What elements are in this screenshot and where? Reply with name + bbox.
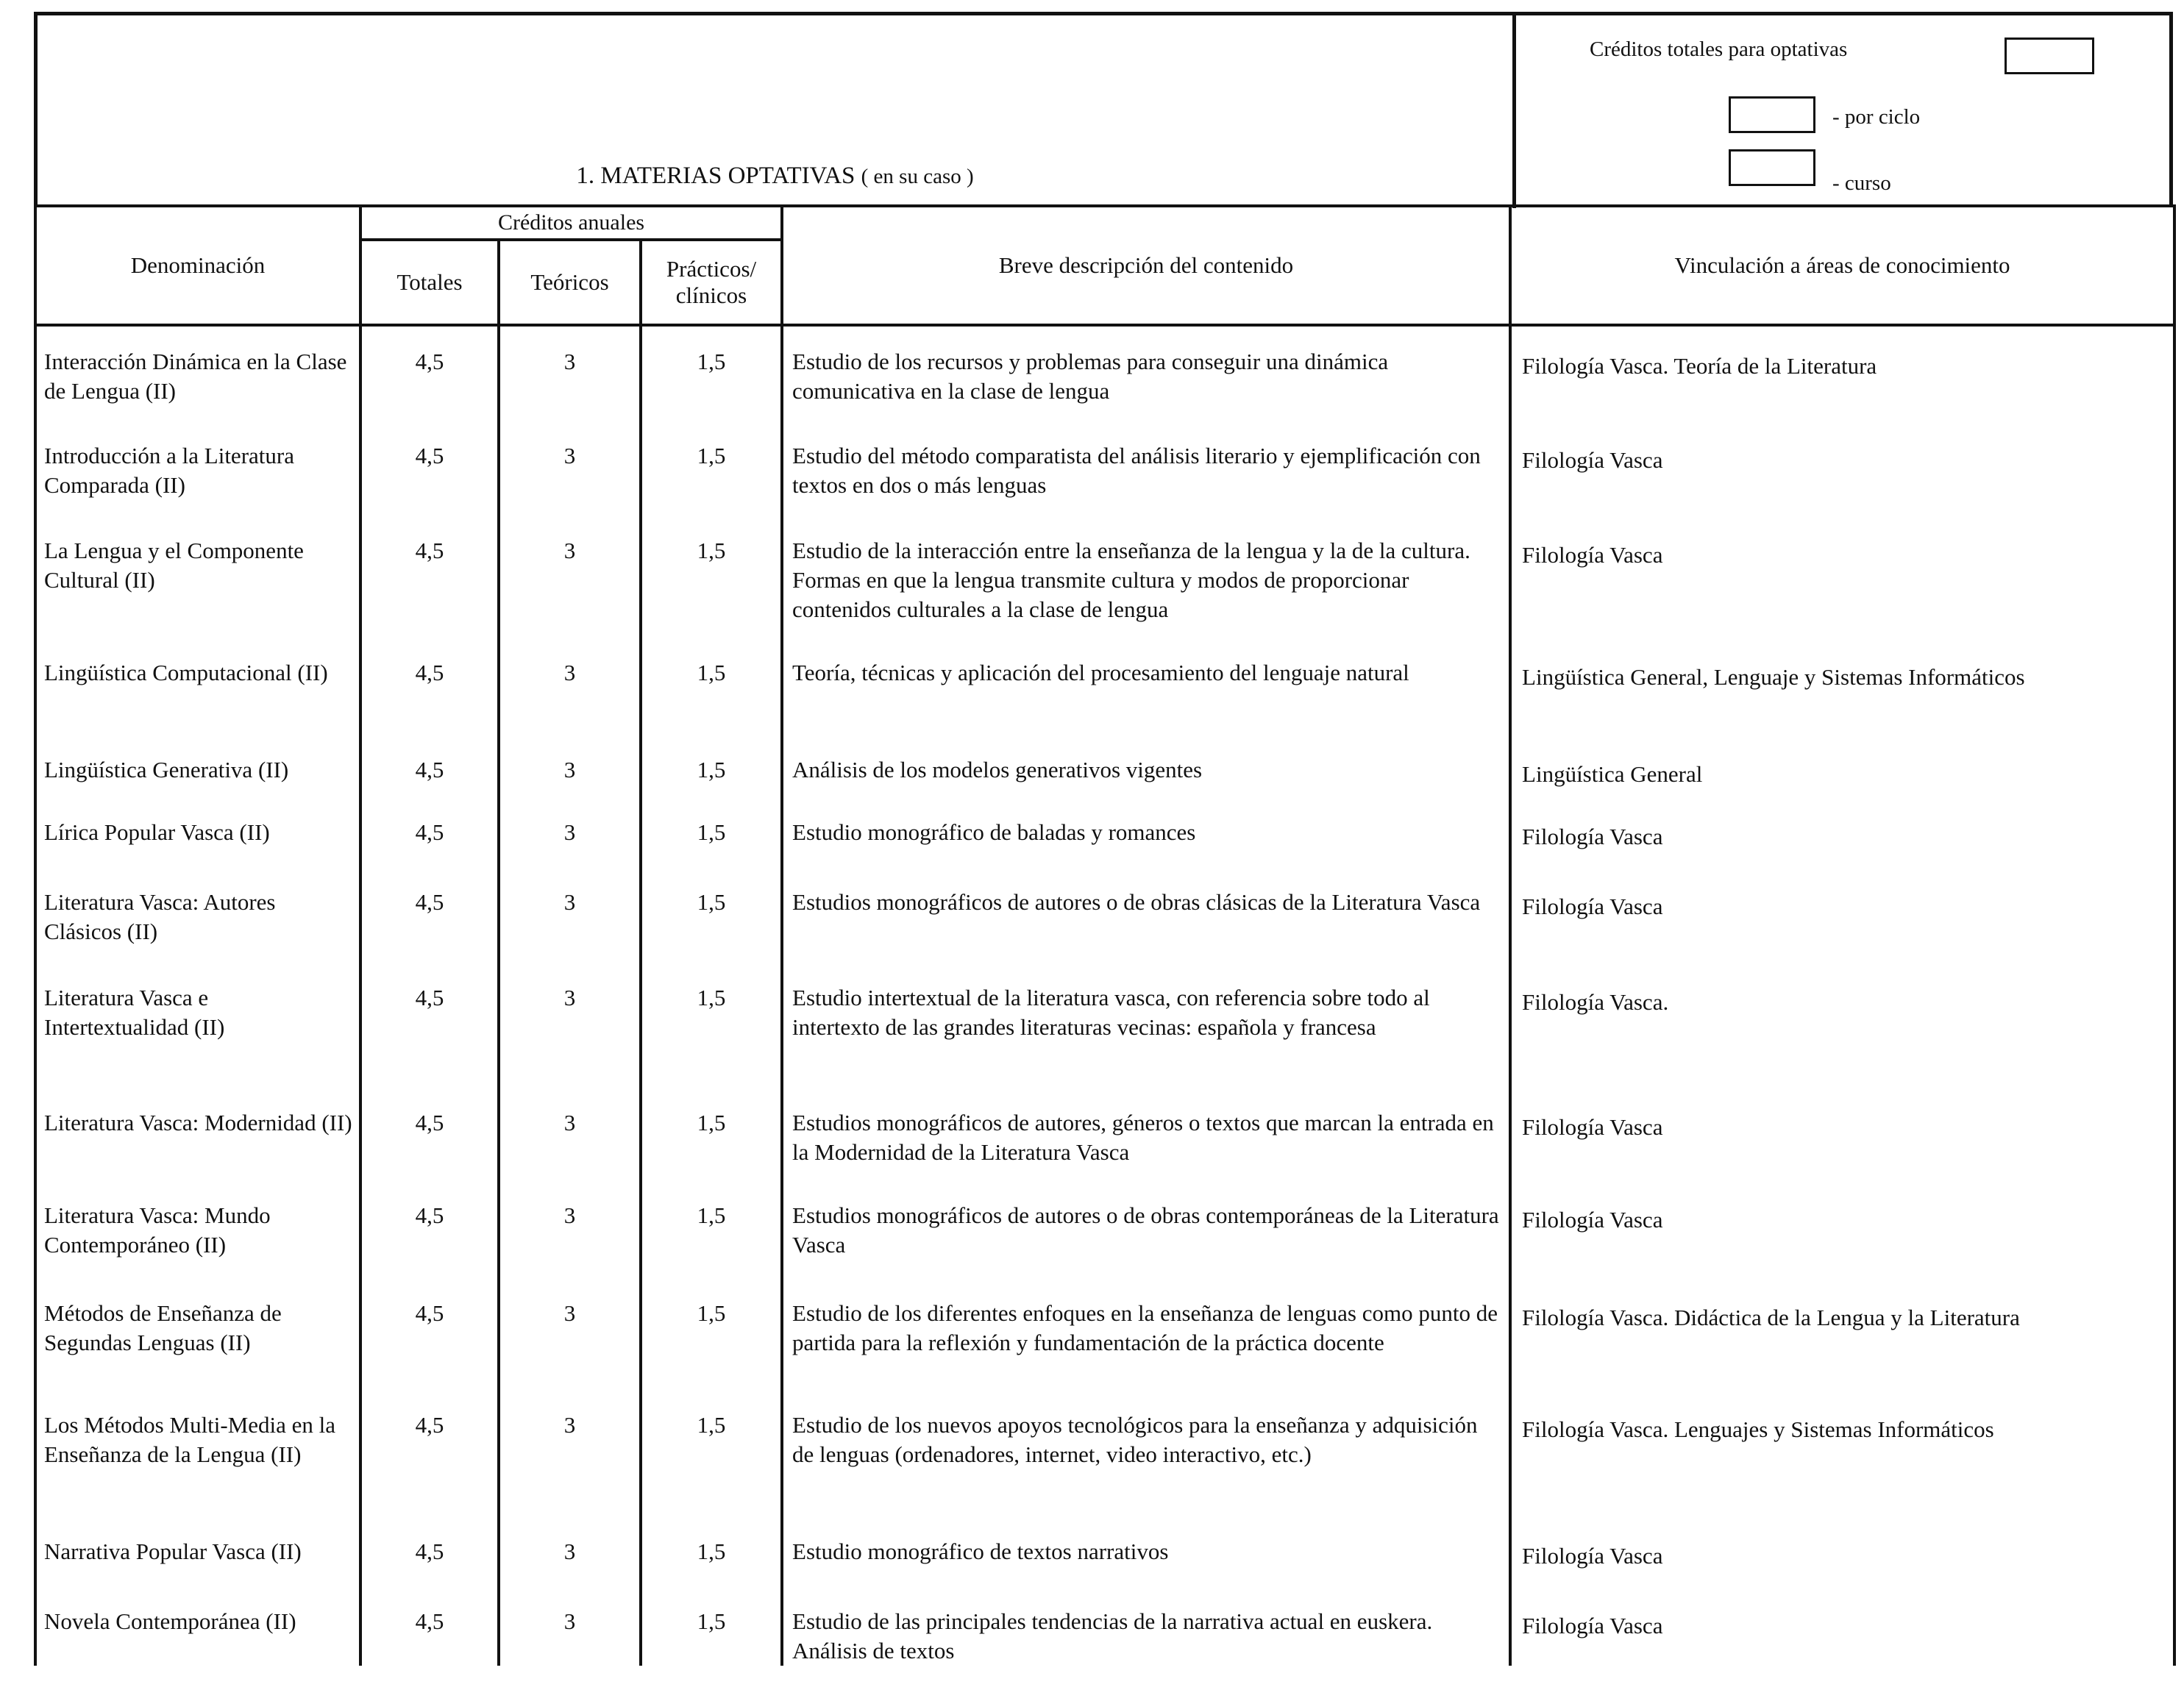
- cell-areas: Filología Vasca: [1510, 516, 2174, 638]
- cell-areas: Filología Vasca.: [1510, 963, 2174, 1088]
- cell-name: Literatura Vasca: Modernidad (II): [35, 1088, 360, 1180]
- cell-name: Lingüística Computacional (II): [35, 638, 360, 735]
- cell-description: Estudio del método comparatista del análisis literario y ejemplificación con textos en dos o más lenguas: [782, 421, 1510, 516]
- cell-theory: 3: [499, 867, 641, 963]
- cell-total: 4,5: [360, 867, 499, 963]
- per-course-label: - curso: [1832, 171, 1891, 195]
- cell-description: Estudio intertextual de la literatura vasca, con referencia sobre todo al intertexto de las grandes literaturas vecinas: española y francesa: [782, 963, 1510, 1088]
- cell-description: Estudio de los nuevos apoyos tecnológicos para la enseñanza y adquisición de lenguas (ordenadores, internet, video interactivo, etc.): [782, 1390, 1510, 1516]
- table-row: [35, 1088, 2174, 1180]
- cell-total: 4,5: [360, 1180, 499, 1278]
- col-header-name: Denominación: [35, 206, 360, 325]
- section-header: [34, 12, 2173, 204]
- credits-per-course-field[interactable]: [1729, 149, 1815, 186]
- cell-practice: 1,5: [641, 797, 782, 867]
- cell-areas: Filología Vasca: [1510, 1516, 2174, 1586]
- cell-description: Estudio monográfico de baladas y romances: [782, 797, 1510, 867]
- cell-practice: 1,5: [641, 867, 782, 963]
- cell-total: 4,5: [360, 1516, 499, 1586]
- cell-practice: 1,5: [641, 1516, 782, 1586]
- table-row: [35, 1516, 2174, 1586]
- cell-total: 4,5: [360, 638, 499, 735]
- table-row: [35, 1180, 2174, 1278]
- cell-name: Métodos de Enseñanza de Segundas Lenguas (II): [35, 1278, 360, 1390]
- table-row: [35, 797, 2174, 867]
- cell-practice: 1,5: [641, 735, 782, 797]
- cell-total: 4,5: [360, 963, 499, 1088]
- section-title: [38, 163, 1512, 190]
- cell-name: Introducción a la Literatura Comparada (II): [35, 421, 360, 516]
- cell-practice: 1,5: [641, 963, 782, 1088]
- cell-name: La Lengua y el Componente Cultural (II): [35, 516, 360, 638]
- document-sheet: [34, 12, 2173, 1701]
- cell-description: Estudios monográficos de autores o de obras clásicas de la Literatura Vasca: [782, 867, 1510, 963]
- cell-total: 4,5: [360, 516, 499, 638]
- cell-name: Interacción Dinámica en la Clase de Lengua (II): [35, 325, 360, 421]
- cell-theory: 3: [499, 797, 641, 867]
- cell-areas: Filología Vasca. Didáctica de la Lengua y la Literatura: [1510, 1278, 2174, 1390]
- credits-summary: [1516, 15, 2173, 208]
- cell-total: 4,5: [360, 1390, 499, 1516]
- col-header-practice: Prácticos/ clínicos: [641, 240, 782, 325]
- cell-areas: Lingüística General, Lenguaje y Sistemas Informáticos: [1510, 638, 2174, 735]
- cell-theory: 3: [499, 1088, 641, 1180]
- cell-areas: Filología Vasca. Teoría de la Literatura: [1510, 325, 2174, 421]
- cell-theory: 3: [499, 1586, 641, 1666]
- cell-description: Estudio de los recursos y problemas para conseguir una dinámica comunicativa en la clase de lengua: [782, 325, 1510, 421]
- col-header-total: Totales: [360, 240, 499, 325]
- cell-theory: 3: [499, 1180, 641, 1278]
- table-row: [35, 638, 2174, 735]
- table-row: [35, 1586, 2174, 1666]
- cell-areas: Filología Vasca: [1510, 1088, 2174, 1180]
- section-title-text: 1. MATERIAS OPTATIVAS: [576, 163, 856, 189]
- cell-description: Estudios monográficos de autores, géneros o textos que marcan la entrada en la Modernidad de la Literatura Vasca: [782, 1088, 1510, 1180]
- cell-name: Literatura Vasca: Autores Clásicos (II): [35, 867, 360, 963]
- cell-name: Los Métodos Multi-Media en la Enseñanza de la Lengua (II): [35, 1390, 360, 1516]
- table-row: [35, 325, 2174, 421]
- cell-total: 4,5: [360, 735, 499, 797]
- table-row: [35, 1278, 2174, 1390]
- table-row: [35, 963, 2174, 1088]
- cell-theory: 3: [499, 516, 641, 638]
- cell-areas: Filología Vasca: [1510, 421, 2174, 516]
- cell-theory: 3: [499, 638, 641, 735]
- cell-areas: Filología Vasca: [1510, 1180, 2174, 1278]
- section-title-note: ( en su caso ): [861, 165, 974, 188]
- cell-theory: 3: [499, 1278, 641, 1390]
- cell-description: Estudio de las principales tendencias de la narrativa actual en euskera. Análisis de textos: [782, 1586, 1510, 1666]
- cell-total: 4,5: [360, 1088, 499, 1180]
- cell-practice: 1,5: [641, 1180, 782, 1278]
- table-row: [35, 516, 2174, 638]
- cell-total: 4,5: [360, 1586, 499, 1666]
- optional-subjects-table: [34, 204, 2176, 1666]
- cell-areas: Filología Vasca. Lenguajes y Sistemas Informáticos: [1510, 1390, 2174, 1516]
- cell-description: Teoría, técnicas y aplicación del procesamiento del lenguaje natural: [782, 638, 1510, 735]
- col-header-description: Breve descripción del contenido: [782, 206, 1510, 325]
- cell-theory: 3: [499, 1516, 641, 1586]
- cell-areas: Filología Vasca: [1510, 1586, 2174, 1666]
- credits-per-cycle-field[interactable]: [1729, 96, 1815, 133]
- credits-total-label: Créditos totales para optativas: [1590, 38, 1848, 61]
- cell-description: Análisis de los modelos generativos vigentes: [782, 735, 1510, 797]
- cell-areas: Lingüística General: [1510, 735, 2174, 797]
- table-row: [35, 1390, 2174, 1516]
- cell-name: Lingüística Generativa (II): [35, 735, 360, 797]
- cell-description: Estudios monográficos de autores o de obras contemporáneas de la Literatura Vasca: [782, 1180, 1510, 1278]
- cell-name: Lírica Popular Vasca (II): [35, 797, 360, 867]
- cell-areas: Filología Vasca: [1510, 797, 2174, 867]
- cell-theory: 3: [499, 421, 641, 516]
- table-row: [35, 421, 2174, 516]
- cell-name: Novela Contemporánea (II): [35, 1586, 360, 1666]
- col-header-annual-credits: Créditos anuales: [360, 206, 782, 240]
- cell-description: Estudio de la interacción entre la enseñanza de la lengua y la de la cultura. Formas en que la lengua transmite cultura y modos de proporcionar contenidos culturales a la clase de lengua: [782, 516, 1510, 638]
- cell-theory: 3: [499, 735, 641, 797]
- cell-practice: 1,5: [641, 1088, 782, 1180]
- cell-name: Narrativa Popular Vasca (II): [35, 1516, 360, 1586]
- cell-practice: 1,5: [641, 1390, 782, 1516]
- table-header-row: [35, 206, 2174, 240]
- cell-practice: 1,5: [641, 1278, 782, 1390]
- cell-areas: Filología Vasca: [1510, 867, 2174, 963]
- cell-total: 4,5: [360, 797, 499, 867]
- cell-practice: 1,5: [641, 1586, 782, 1666]
- cell-total: 4,5: [360, 325, 499, 421]
- cell-name: Literatura Vasca e Intertextualidad (II): [35, 963, 360, 1088]
- cell-practice: 1,5: [641, 325, 782, 421]
- col-header-theory: Teóricos: [499, 240, 641, 325]
- cell-name: Literatura Vasca: Mundo Contemporáneo (II): [35, 1180, 360, 1278]
- cell-theory: 3: [499, 963, 641, 1088]
- cell-theory: 3: [499, 325, 641, 421]
- cell-total: 4,5: [360, 1278, 499, 1390]
- table-row: [35, 867, 2174, 963]
- cell-practice: 1,5: [641, 638, 782, 735]
- cell-total: 4,5: [360, 421, 499, 516]
- cell-practice: 1,5: [641, 516, 782, 638]
- col-header-areas: Vinculación a áreas de conocimiento: [1510, 206, 2174, 325]
- cell-description: Estudio monográfico de textos narrativos: [782, 1516, 1510, 1586]
- credits-total-field[interactable]: [2005, 38, 2094, 74]
- per-cycle-label: - por ciclo: [1832, 105, 1921, 129]
- table-body: [35, 325, 2174, 1666]
- cell-practice: 1,5: [641, 421, 782, 516]
- cell-theory: 3: [499, 1390, 641, 1516]
- table-row: [35, 735, 2174, 797]
- cell-description: Estudio de los diferentes enfoques en la enseñanza de lenguas como punto de partida para la reflexión y fundamentación de la práctica docente: [782, 1278, 1510, 1390]
